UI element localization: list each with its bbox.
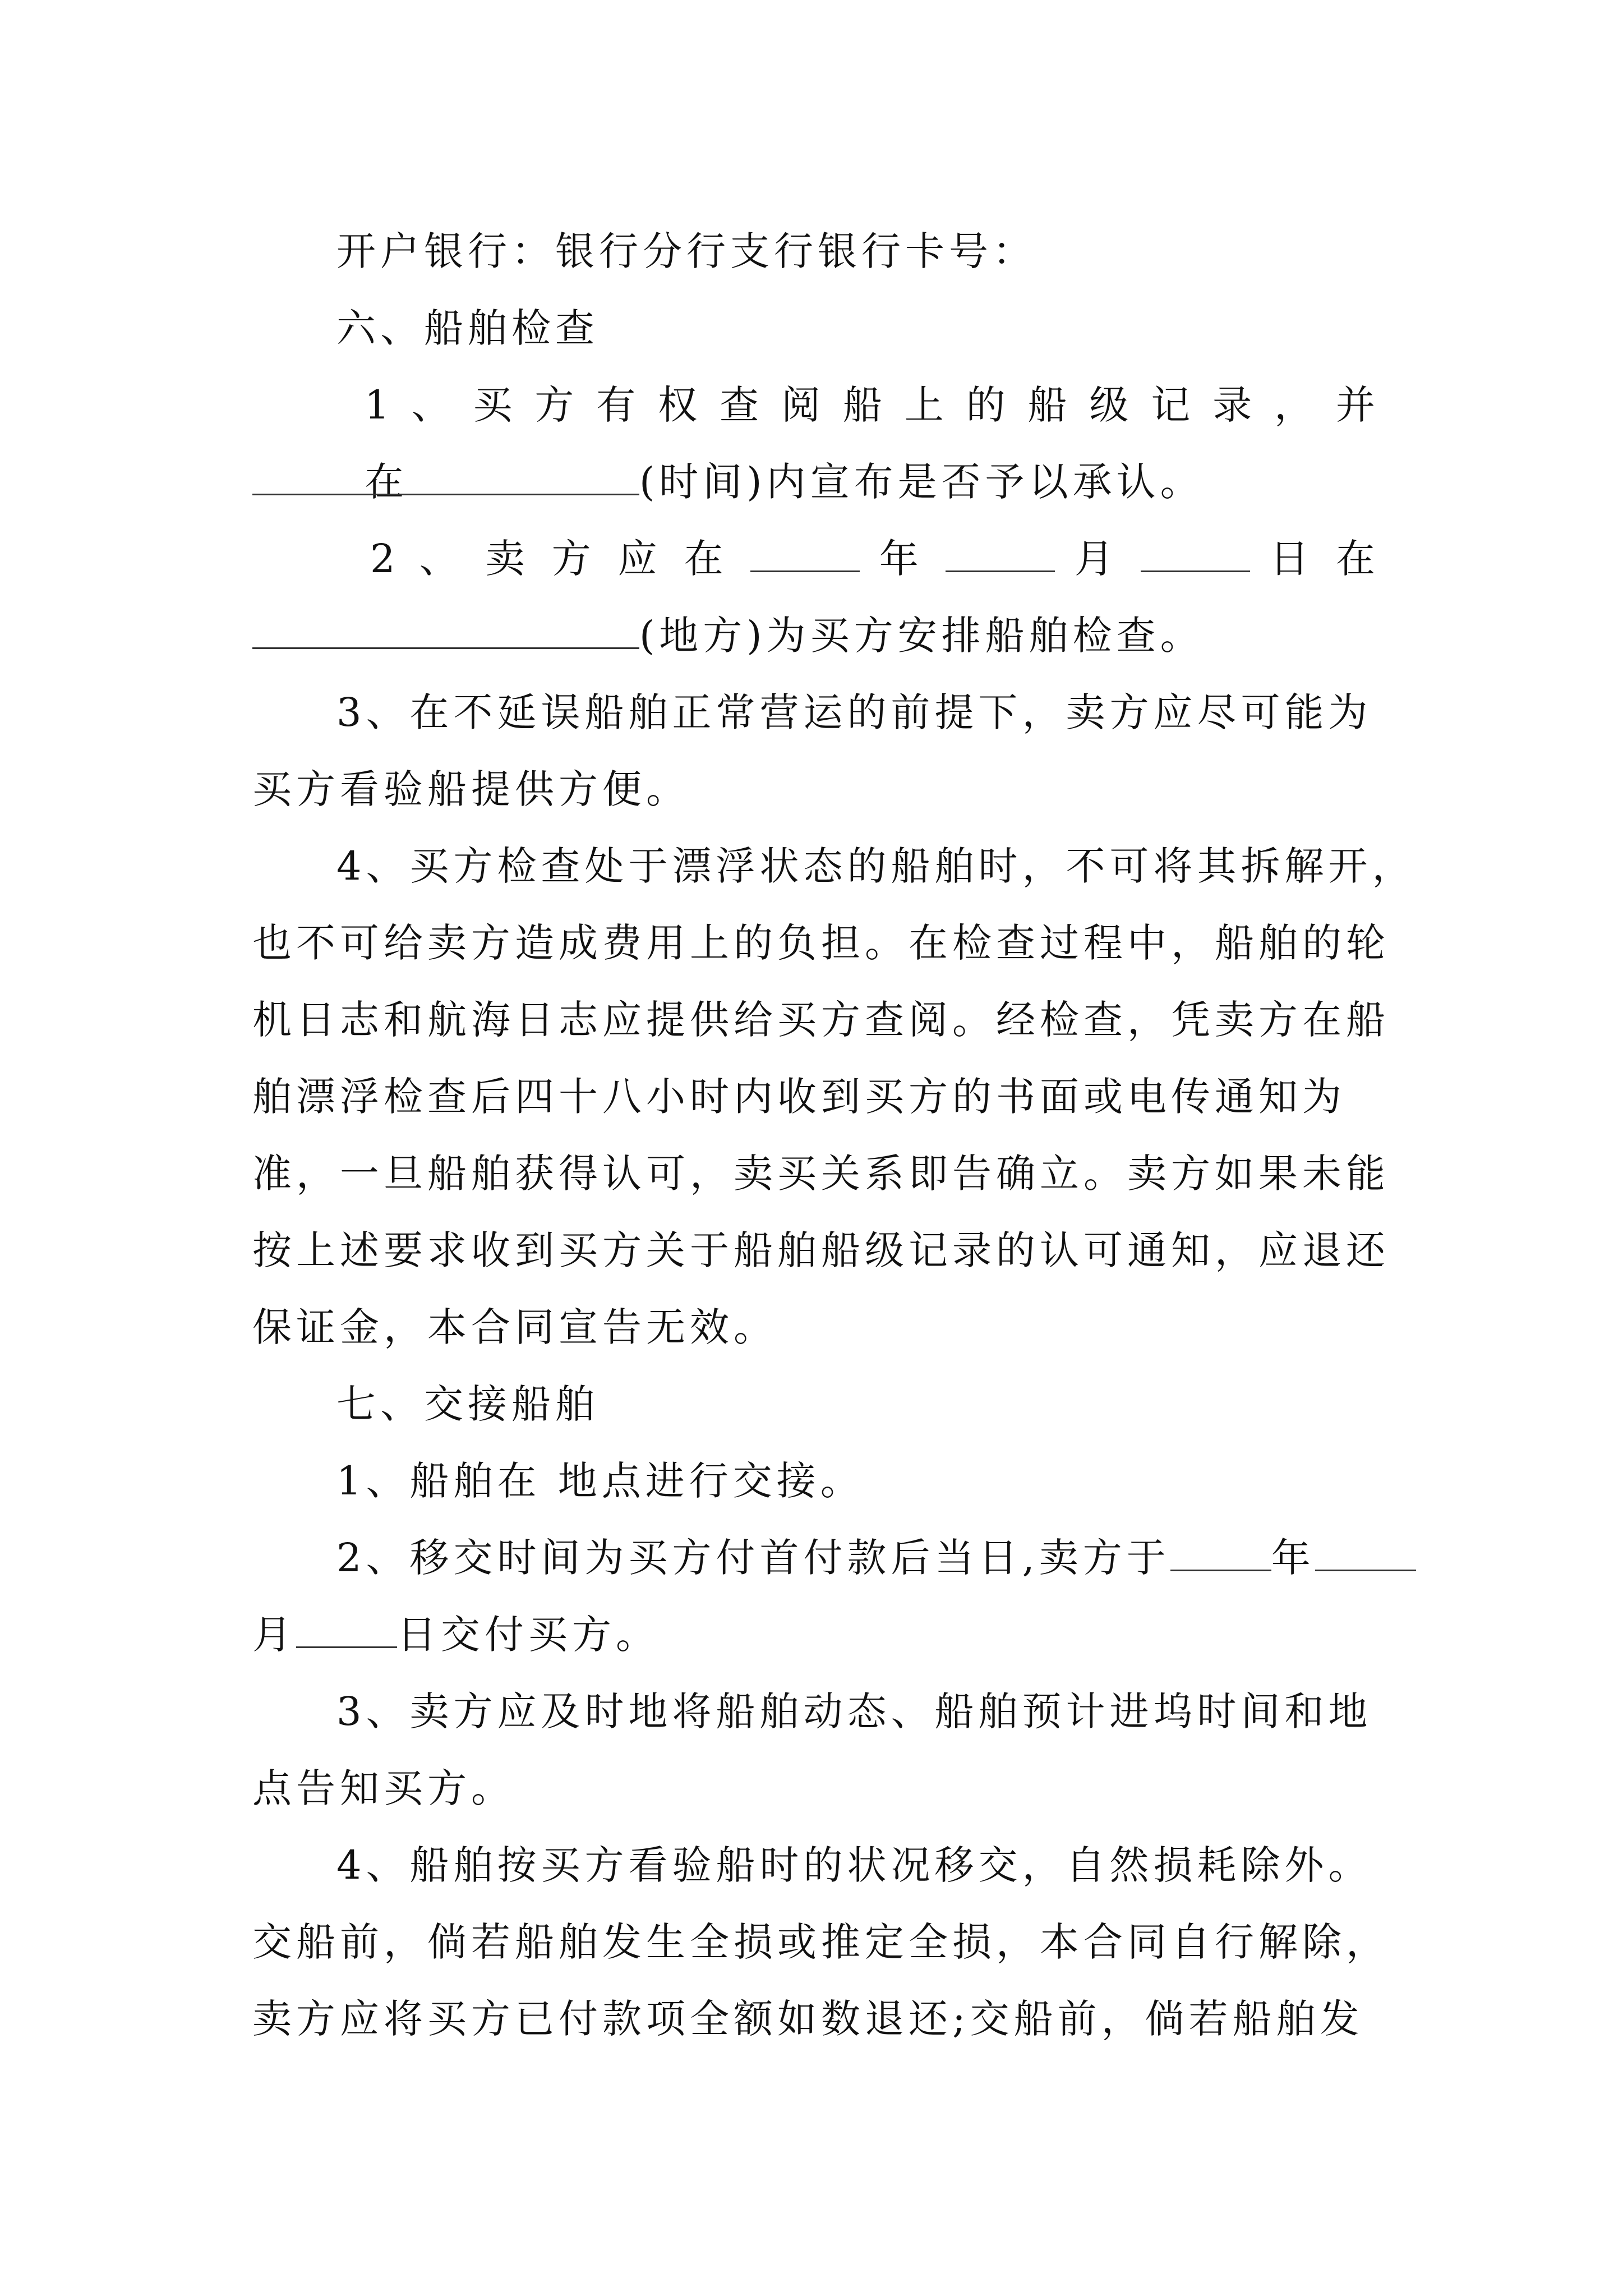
- clause-7-1: 1、船舶在 地点进行交接。: [336, 1458, 864, 1504]
- clause-6-3-line-1: 3、在不延误船舶正常营运的前提下，卖方应尽可能为: [336, 689, 1372, 735]
- clause-6-4-line-1: 4、买方检查处于漂浮状态的船舶时，不可将其拆解开，: [336, 843, 1416, 889]
- blank-handover-day: [296, 1646, 397, 1648]
- clause-6-4-line-6: 按上述要求收到买方关于船舶船级记录的认可通知，应退还: [252, 1227, 1390, 1273]
- clause-7-3-line-2: 点告知买方。: [252, 1765, 515, 1811]
- clause-7-2-line-2: [252, 1596, 1380, 1673]
- clause-7-2-line-1: [252, 1520, 1380, 1596]
- clause-7-4-line-1: 4、船舶按买方看验船时的状况移交，自然损耗除外。: [336, 1842, 1372, 1888]
- clause-7-2-month-label: 月: [252, 1612, 296, 1658]
- blank-time: [252, 493, 639, 495]
- clause-6-4-line-3: 机日志和航海日志应提供给买方查阅。经检查，凭卖方在船: [252, 997, 1390, 1043]
- clause-6-1-line-1: 1 、 买 方 有 权 查 阅 船 上 的 船 级 记 录 ， 并 在: [365, 382, 1380, 505]
- clause-6-1-line-2: [252, 444, 1380, 521]
- clause-6-4-line-5: 准，一旦船舶获得认可，卖买关系即告确立。卖方如果未能: [252, 1151, 1390, 1197]
- clause-7-3-line-1: 3、卖方应及时地将船舶动态、船舶预计进坞时间和地: [336, 1688, 1372, 1734]
- clause-6-4-line-7: 保证金，本合同宣告无效。: [252, 1304, 777, 1350]
- clause-6-2-line-1: [252, 521, 1380, 597]
- blank-year: [750, 570, 860, 572]
- clause-6-2-year-label: 年: [879, 536, 926, 582]
- clause-7-2-text-end: 日交付买方。: [397, 1612, 660, 1658]
- clause-6-3-line-2: 买方看验船提供方便。: [252, 766, 690, 812]
- section-7-title: 七、交接船舶: [336, 1381, 599, 1427]
- clause-6-2-month-label: 月: [1074, 536, 1121, 582]
- clause-7-2-year-label: 年: [1271, 1535, 1315, 1581]
- clause-6-2-text: (地方)为买方安排船舶检查。: [639, 613, 1204, 659]
- blank-place: [252, 647, 639, 649]
- blank-day: [1141, 570, 1250, 572]
- clause-6-2-text-start: 2 、 卖 方 应 在: [370, 536, 731, 582]
- clause-7-4-line-3: 卖方应将买方已付款项全额如数退还;交船前，倘若船舶发: [252, 1996, 1364, 2042]
- clause-7-2-text-start: 2、移交时间为买方付首付款后当日,卖方于: [336, 1535, 1170, 1581]
- clause-6-4-line-4: 舶漂浮检查后四十八小时内收到买方的书面或电传通知为: [252, 1074, 1346, 1120]
- document-page: [252, 213, 1416, 2058]
- clause-6-1-text: (时间)内宣布是否予以承认。: [639, 459, 1204, 505]
- clause-6-2-day-label: 日 在: [1269, 536, 1380, 582]
- clause-6-4-line-2: 也不可给卖方造成费用上的负担。在检查过程中，船舶的轮: [252, 920, 1390, 966]
- bank-info-line: 开户银行：银行分行支行银行卡号：: [336, 228, 1036, 274]
- clause-6-2-line-2: [252, 597, 1380, 674]
- section-6-title: 六、船舶检查: [336, 305, 599, 351]
- blank-handover-month: [1315, 1569, 1416, 1571]
- clause-7-4-line-2: 交船前，倘若船舶发生全损或推定全损，本合同自行解除，: [252, 1919, 1390, 1965]
- blank-month: [946, 570, 1055, 572]
- blank-handover-year: [1170, 1569, 1271, 1571]
